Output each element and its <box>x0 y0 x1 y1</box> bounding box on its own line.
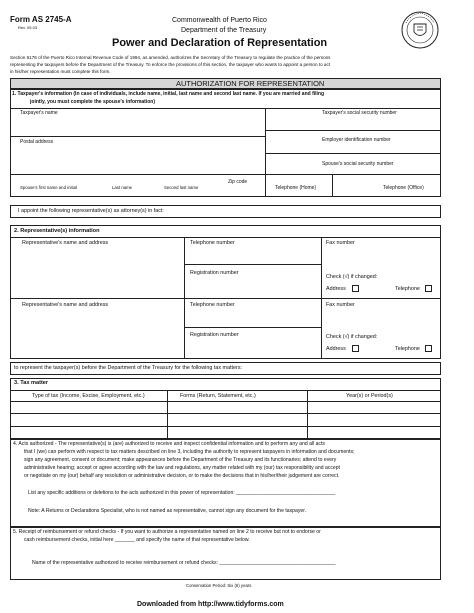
rep1-name-field[interactable] <box>11 238 183 297</box>
section4-line-4: administrative hearing; accept or agree according with the law and regulations, any matter related with my (our) tax responsibility and accept <box>24 465 340 471</box>
agency-line-1: Commonwealth of Puerto Rico <box>172 17 267 24</box>
section5-line-1: 5. Receipt of reimbursement or refund checks - If you want to authorize a representative named on line 2 to receive but not to endorse or <box>13 529 321 535</box>
section5-line-3: Name of the representative authorized to receive reimbursement or refund checks: _________________________________________ <box>32 560 336 566</box>
section3-header: 3. Tax matter <box>14 380 49 386</box>
rep2-reg-label: Registration number <box>190 332 239 338</box>
postal-address-label: Postal address <box>20 139 54 145</box>
rep2-fax-label: Fax number <box>326 302 355 308</box>
section4-line-3: sign any agreement, consent or document; make appearances before the Department of the Treasury and its functionaries; attend to every <box>24 457 337 463</box>
refund-initial-field[interactable] <box>142 536 182 545</box>
spouse-last-label: Last name <box>112 185 133 190</box>
rep1-reg-label: Registration number <box>190 270 239 276</box>
section5-line-2: cash reimbursement checks, initial here _______ and specify the name of that representative below. <box>24 537 250 543</box>
section-header: AUTHORIZATION FOR REPRESENTATION <box>176 79 325 88</box>
tax-row-3[interactable] <box>11 427 440 438</box>
refund-rep-name-field[interactable] <box>275 558 435 567</box>
retention-period: Conservation Period: Six (6) years <box>186 583 252 588</box>
downloaded-from-link[interactable]: Downloaded from http://www.tidyforms.com <box>137 601 284 608</box>
rep1-check-label: Check (√) if changed: <box>326 274 378 280</box>
rep2-telephone-checkbox[interactable] <box>425 345 432 352</box>
section4-line-2: that I (we) can perform with respect to tax matters described on line 3, including the authority to represent taxpayers in information and documents; <box>24 449 355 455</box>
employer-id-label: Employer identification number <box>322 137 391 143</box>
rep2-address-label: Address <box>326 346 346 352</box>
appoint-line: I appoint the following representative(s) as attorney(s) in fact: <box>18 208 164 214</box>
agency-line-2: Department of the Treasury <box>181 27 267 34</box>
form-number: Form AS 2745-A <box>10 15 72 24</box>
rep2-check-label: Check (√) if changed: <box>326 334 378 340</box>
tax-row-1[interactable] <box>11 402 440 412</box>
rep1-telephone-checkbox[interactable] <box>425 285 432 292</box>
tel-office-label: Telephone (Office) <box>383 185 424 191</box>
treasury-seal-icon <box>400 10 440 50</box>
taxpayer-name-label: Taxpayer's name <box>20 110 58 116</box>
rep2-name-label: Representative's name and address <box>22 302 109 308</box>
represent-line: to represent the taxpayer(s) before the Department of the Treasury for the following tax matters: <box>14 365 243 371</box>
section1-line-1: 1. Taxpayer's information (In case of individuals, include name, initial, last name and second last name. If you are married and filing <box>12 91 325 97</box>
rep1-name-label: Representative's name and address <box>22 240 109 246</box>
rep2-tel-label: Telephone number <box>190 302 235 308</box>
tel-home-label: Telephone (Home) <box>275 185 317 191</box>
zip-code-label: Zip code <box>228 179 248 185</box>
taxpayer-ssn-label: Taxpayer's social security number <box>322 110 397 116</box>
tax-row-2[interactable] <box>11 414 440 425</box>
rep1-telephone-label: Telephone <box>395 286 420 292</box>
section1-line-2: jointly, you must complete the spouse's information) <box>30 99 155 105</box>
section4-line-1: 4. Acts authorized - The representative(s) is (are) authorized to receive and inspect confidential information and to perform any and all acts <box>13 441 325 447</box>
section4-note: Note: A Returns or Declarations Specialist, who is not named as representative, cannot sign any document for the taxpayer. <box>28 508 307 514</box>
tax-col-type: Type of tax (Income, Excise, Employment, etc.) <box>32 393 145 399</box>
revision-label: Rev. 05.03 <box>18 25 38 30</box>
rep2-telephone-label: Telephone <box>395 346 420 352</box>
rep1-address-label: Address <box>326 286 346 292</box>
rep2-address-checkbox[interactable] <box>352 345 359 352</box>
spouse-second-last-label: Second last name <box>164 185 199 190</box>
spouse-first-label: Spouse's first name and initial <box>20 185 77 190</box>
acts-additions-field[interactable] <box>300 488 436 498</box>
tax-col-forms: Forms (Return, Statement, etc.) <box>180 393 256 399</box>
rep1-fax-label: Fax number <box>326 240 355 246</box>
section4-list-line: List any specific additions or deletions to the acts authorized in this power of representation: ___________________________________ <box>28 490 336 496</box>
spouse-ssn-label: Spouse's social security number <box>322 161 394 167</box>
section4-line-5: or negotiate on my (our) behalf any resolution or administrative decision, or to make the decisions that in his/her/their judgement are correct. <box>24 473 340 479</box>
tax-col-years: Year(s) or Period(s) <box>346 393 393 399</box>
rep1-address-checkbox[interactable] <box>352 285 359 292</box>
intro-line-1: Section 6176 of the Puerto Rico Internal Revenue Code of 1994, as amended, authorizes the Secretary of the Treasury to regulate the practice of the persons <box>10 55 331 60</box>
page-title: Power and Declaration of Representation <box>112 37 328 49</box>
section2-header: 2. Representative(s) information <box>14 228 100 234</box>
rep1-tel-label: Telephone number <box>190 240 235 246</box>
intro-line-3: in his/her representation must complete this form. <box>10 69 111 74</box>
intro-line-2: representing the taxpayers before the Department of the Treasury. To enforce the provisions of this section, the taxpayer who wants to appoint a person to act <box>10 62 331 67</box>
